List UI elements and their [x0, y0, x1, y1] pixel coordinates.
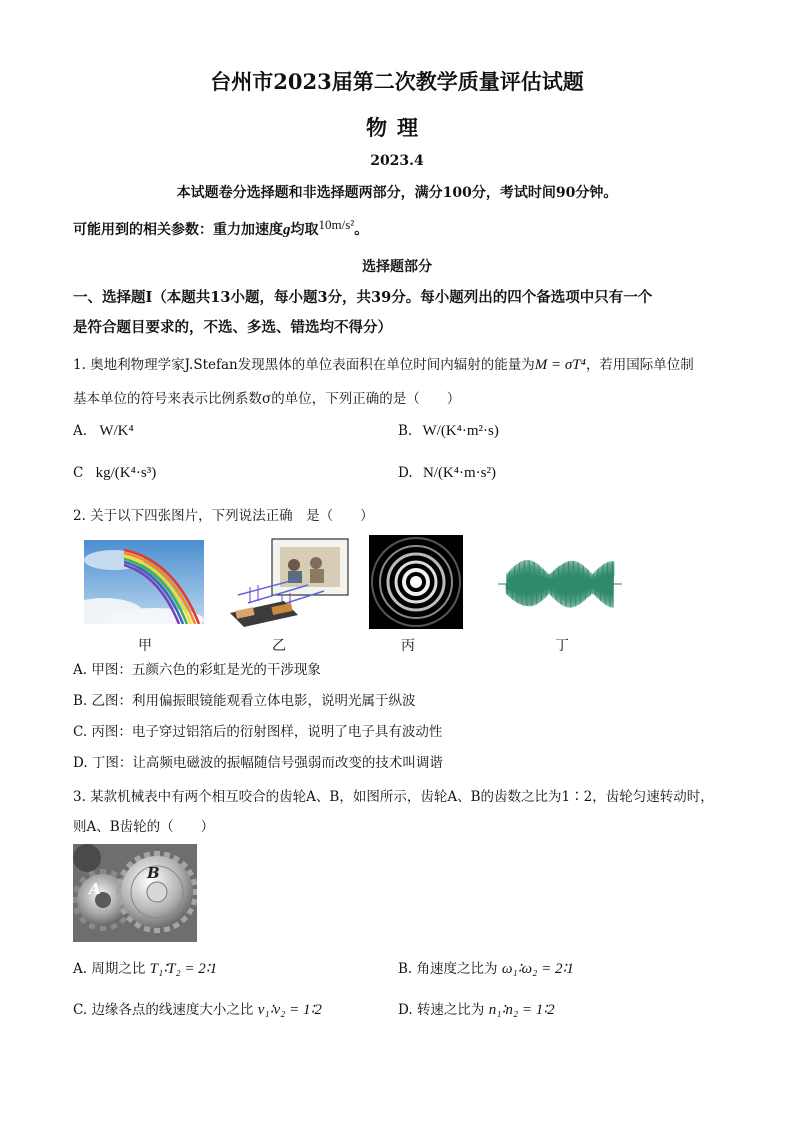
q1-option-d[interactable]	[398, 465, 496, 482]
q3-option-d-text: 转速之比为	[416, 1002, 485, 1018]
q1-option-b-text: W/(K⁴·m²·s)	[422, 423, 499, 439]
q1-line1-b: ，若用国际单位制	[585, 357, 694, 373]
q1-option-c-text: kg/(K⁴·s³)	[95, 465, 157, 481]
q1-option-d-key: D.	[398, 465, 413, 481]
q3-option-c-text: 边缘各点的线速度大小之比	[91, 1002, 254, 1018]
q3-option-c[interactable]	[73, 998, 322, 1019]
q2-option-a[interactable]: A. 甲图：五颜六色的彩虹是光的干涉现象	[73, 662, 321, 678]
q2-stem: 2. 关于以下四张图片，下列说法正确 是（ ）	[73, 508, 374, 524]
q1-option-b[interactable]	[398, 423, 499, 440]
q3-option-a[interactable]	[73, 957, 217, 978]
q1-line2: 基本单位的符号来表示比例系数σ的单位，下列正确的是（ ）	[73, 391, 461, 407]
rainbow-image	[84, 540, 204, 624]
params-unit: 10m/s²	[318, 217, 355, 232]
part1-instruction-line2: 是符合题目要求的，不选、多选、错选均不得分）	[73, 319, 392, 336]
params-prefix: 可能用到的相关参数：重力加速度	[73, 222, 283, 238]
q1-option-b-key: B.	[398, 423, 413, 439]
diffraction-image	[369, 535, 463, 629]
figure-label-jia: 甲	[138, 638, 152, 654]
exam-title: 台州市2023届第二次教学质量评估试题	[210, 69, 584, 94]
q3-option-b-text: 角速度之比为	[416, 961, 498, 977]
gear-b-label: B	[147, 864, 160, 882]
figure-label-ding: 丁	[555, 638, 569, 654]
section-title: 选择题部分	[362, 259, 432, 275]
q2-option-c[interactable]: C. 丙图：电子穿过铝箔后的衍射图样，说明了电子具有波动性	[73, 724, 443, 740]
q3-option-a-text: 周期之比	[91, 961, 146, 977]
q1-option-a-text: W/K⁴	[99, 423, 134, 439]
gear-a-label: A	[89, 880, 101, 898]
figure-label-bing: 丙	[401, 638, 415, 654]
q1-line1-a: 1. 奥地利物理学家J.Stefan发现黑体的单位表面积在单位时间内辐射的能量为	[73, 357, 535, 373]
q1-option-c[interactable]	[73, 465, 156, 482]
params-g: g	[283, 222, 291, 238]
gears-image	[73, 844, 197, 942]
subject-title: 物理	[366, 115, 428, 140]
q3-line2: 则A、B齿轮的（ ）	[73, 819, 215, 835]
q3-option-d-formula: n₁∶n₂ = 1∶2	[488, 1002, 555, 1018]
gears-svg	[73, 844, 197, 942]
am-wave-svg	[498, 555, 622, 613]
q3-option-c-formula: v₁∶v₂ = 1∶2	[257, 1002, 322, 1018]
q3-option-c-key: C.	[73, 1002, 88, 1018]
figure-label-yi: 乙	[272, 638, 286, 654]
q3-option-d-key: D.	[398, 1002, 413, 1018]
q2-option-b[interactable]: B. 乙图：利用偏振眼镜能观看立体电影，说明光属于纵波	[73, 693, 416, 709]
exam-intro: 本试题卷分选择题和非选择题两部分，满分100分，考试时间90分钟。	[176, 185, 618, 201]
q3-option-b-formula: ω₁∶ω₂ = 2∶1	[501, 961, 574, 977]
q3-option-a-formula: T₁∶T₂ = 2∶1	[149, 961, 218, 977]
am-wave-image	[498, 555, 622, 613]
q3-line1: 3. 某款机械表中有两个相互咬合的齿轮A、B，如图所示，齿轮A、B的齿数之比为1∶2，齿轮匀速转动时，	[73, 789, 714, 805]
q1-option-d-text: N/(K⁴·m·s²)	[422, 465, 496, 481]
q3-option-d[interactable]	[398, 998, 555, 1019]
q1-option-c-key: C	[73, 465, 84, 481]
am-wave-trace	[506, 560, 614, 608]
q3-option-b-key: B.	[398, 961, 413, 977]
q2-option-d[interactable]: D. 丁图：让高频电磁波的振幅随信号强弱而改变的技术叫调谐	[73, 755, 443, 771]
polarization-image	[228, 537, 350, 629]
q3-option-a-key: A.	[73, 961, 88, 977]
params-mid: 均取	[290, 222, 319, 238]
q1-formula: M = σT⁴	[534, 357, 586, 373]
exam-date: 2023.4	[370, 153, 424, 169]
q1-line1	[73, 350, 733, 380]
part1-instruction-line1: 一、选择题Ⅰ（本题共13小题，每小题3分，共39分。每小题列出的四个备选项中只有一个	[73, 289, 653, 306]
q1-option-a-key: A.	[73, 423, 88, 439]
q1-option-a[interactable]	[73, 423, 134, 440]
q3-option-b[interactable]	[398, 957, 574, 978]
params-end: 。	[354, 222, 369, 238]
params-line	[73, 219, 368, 239]
